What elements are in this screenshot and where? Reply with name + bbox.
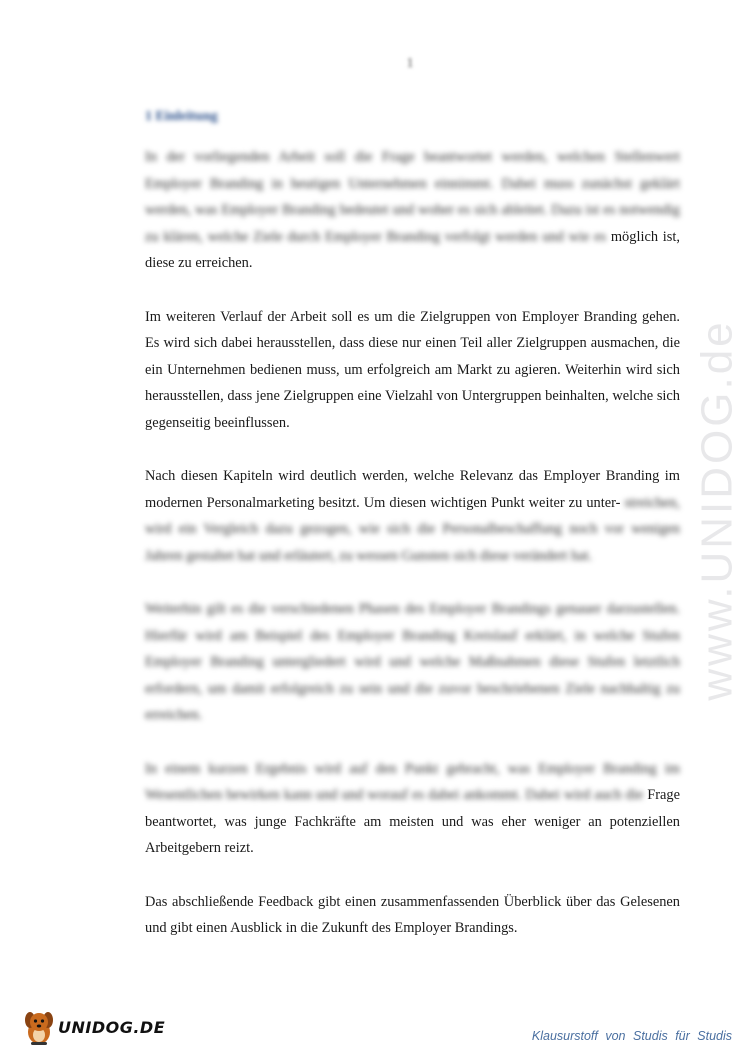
paragraph-6 (145, 889, 680, 942)
paragraph-6-text: Das abschließende Feedback gibt einen zusammenfassenden Überblick über das Gelesenen und gibt einen Ausblick in die Zukunft des Employer Brandings. (145, 893, 680, 936)
paragraph-2 (145, 304, 680, 437)
unidog-logo[interactable] (22, 1008, 165, 1046)
paragraph-5-blurred: In einem kurzen Ergebnis wird auf den Punkt gebracht, was Employer Branding im Wesentlichen bewirken kann und und worauf es dabei ankommt. Dabei wird auch die (145, 760, 680, 803)
paragraph-4-blurred: Weiterhin gilt es die verschiedenen Phasen des Employer Brandings genauer darzustellen. Hierfür wird am Beispiel des Employer Branding Kreislauf erklärt, in welche Stufen Employer Branding untergliedert wird und welche Maßnahmen diese Stufen letztlich erfordern, um damit erfolgreich zu sein und die zuvor beschriebenen Ziele nachhaltig zu erreichen. (145, 601, 680, 723)
page-number: 1 (406, 56, 414, 71)
paragraph-2-text: Im weiteren Verlauf der Arbeit soll es um die Zielgruppen von Employer Branding gehen. Es wird sich dabei herausstellen, dass diese nur einen Teil aller Zielgruppen ausmachen, die ein Unternehmen bedienen muss, um erfolgreich am Markt zu agieren. Weiterhin wird sich herausstellen, dass jene Zielgruppen eine Vielzahl von Untergruppen beinhalten, welche sich gegenseitig beeinflussen. (145, 308, 680, 431)
paragraph-1-blurred: In der vorliegenden Arbeit soll die Frage beantwortet werden, welchen Stellenwert Employer Branding in heutigen Unternehmen einnimmt. Dabei muss zunächst geklärt werden, was Employer Branding bedeutet und woher es sich ableitet. Dazu ist es notwendig zu klären, welche Ziele durch Employer Branding verfolgt werden und wie es (145, 149, 680, 245)
logo-text: UNIDOG.DE (58, 1017, 166, 1037)
section-heading: 1 Einleitung (145, 109, 218, 124)
watermark-text: www.UNIDOG.de (693, 319, 743, 701)
paragraph-4 (145, 596, 680, 729)
paragraph-5 (145, 756, 680, 862)
paragraph-3 (145, 463, 680, 569)
dog-mascot-icon (22, 1008, 56, 1046)
paragraph-3-blurred: streichen, wird ein Vergleich dazu gezogen, wie sich die Personalbeschaffung noch vor wenigen Jahren gestaltet hat und erläutert, zu wessen Gunsten sich diese verändert hat. (145, 494, 680, 564)
paragraph-1-text: möglich ist, diese zu erreichen. (145, 228, 680, 271)
document-body (145, 144, 680, 969)
paragraph-1 (145, 144, 680, 277)
paragraph-3-text: Nach diesen Kapiteln wird deutlich werden, welche Relevanz das Employer Branding im modernen Personalmarketing besitzt. Um diesen wichtigen Punkt weiter zu unter- (145, 468, 680, 511)
watermark (688, 280, 748, 740)
paragraph-5-text: Frage beantwortet, was junge Fachkräfte am meisten und was eher weniger an potenziellen Arbeitgebern reizt. (145, 787, 680, 856)
footer-slogan: Klausurstoff von Studis für Studis (531, 1029, 732, 1043)
